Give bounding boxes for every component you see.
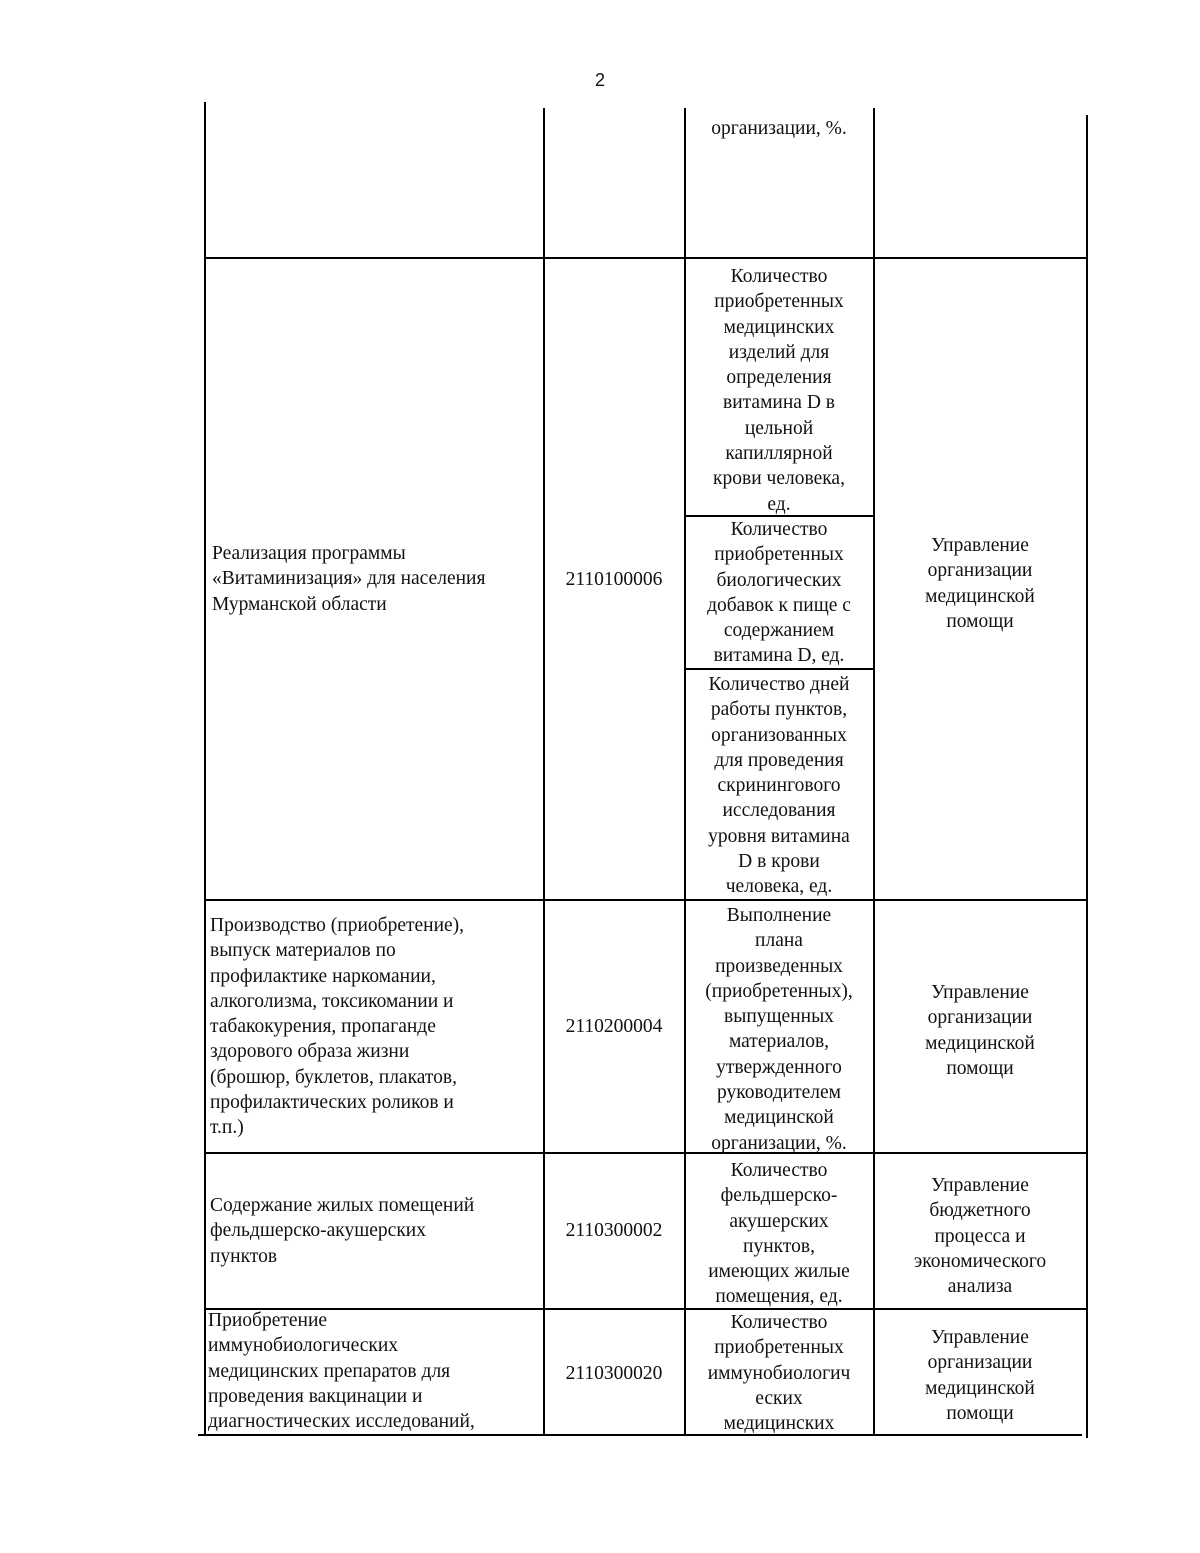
row-1-indicator-3 bbox=[686, 672, 872, 900]
text-line: Управление bbox=[931, 1175, 1029, 1196]
text-line: Количество дней bbox=[708, 674, 850, 695]
text-line: Количество bbox=[730, 1312, 828, 1333]
code-value: 2110200004 bbox=[565, 1016, 663, 1037]
text-line: капиллярной bbox=[725, 443, 833, 465]
text-line: Количество bbox=[730, 1160, 828, 1181]
text-line: Мурманской области bbox=[212, 593, 387, 615]
text-line: медицинской bbox=[925, 1377, 1035, 1399]
text-line: биологических bbox=[716, 569, 842, 591]
row-1-activity bbox=[212, 541, 540, 617]
row-2-code bbox=[545, 1014, 683, 1039]
row-4-code bbox=[545, 1361, 683, 1386]
text-line: пунктов bbox=[210, 1245, 278, 1267]
text-line: Реализация программы bbox=[212, 543, 406, 564]
text-line: Приобретение bbox=[208, 1310, 328, 1331]
text-line: медицинской bbox=[724, 1107, 834, 1129]
col-line-left bbox=[204, 102, 206, 1436]
text-line: фельдшерско- bbox=[720, 1185, 838, 1207]
text-line: крови человека, bbox=[713, 468, 845, 490]
text-line: т.п.) bbox=[210, 1117, 244, 1139]
code-value: 2110100006 bbox=[565, 569, 663, 590]
row-1-indicator-2 bbox=[686, 517, 872, 669]
text-line: профилактике наркомании, bbox=[210, 965, 436, 987]
row-1-code bbox=[545, 567, 683, 592]
text-line: выпуск материалов по bbox=[210, 940, 396, 962]
text-line: Управление bbox=[931, 1327, 1029, 1348]
text-line: пунктов, bbox=[743, 1235, 815, 1257]
row-3-indicator bbox=[686, 1158, 872, 1310]
text-line: Управление bbox=[931, 535, 1029, 556]
page-number: 2 bbox=[594, 70, 605, 90]
text-line: для проведения bbox=[714, 749, 844, 771]
text-line: здорового образа жизни bbox=[210, 1041, 410, 1063]
text-line: материалов, bbox=[728, 1031, 830, 1053]
text-line: добавок к пище с bbox=[707, 594, 851, 616]
row-4-responsible bbox=[875, 1325, 1085, 1426]
row-border-2 bbox=[204, 899, 1087, 901]
text-line: витамина D, ед. bbox=[713, 645, 845, 667]
text-line: изделий для bbox=[728, 341, 830, 363]
code-value: 2110300002 bbox=[565, 1220, 663, 1241]
text-line: помощи bbox=[946, 1402, 1014, 1424]
row-4-activity bbox=[208, 1308, 540, 1434]
text-line: профилактических роликов и bbox=[210, 1092, 454, 1114]
text-line: медицинской bbox=[925, 1032, 1035, 1054]
text-line: приобретенных bbox=[714, 544, 844, 566]
text-line: фельдшерско-акушерских bbox=[210, 1220, 426, 1242]
text-line: процесса и bbox=[934, 1225, 1026, 1247]
text-line: исследования bbox=[722, 800, 836, 822]
text-line: иммунобиологич bbox=[707, 1362, 851, 1384]
row-3-responsible bbox=[875, 1173, 1085, 1299]
text-line: организации bbox=[927, 1352, 1033, 1374]
code-value: 2110300020 bbox=[565, 1363, 663, 1384]
text-line: Количество bbox=[730, 519, 828, 540]
text-line: (брошюр, буклетов, плакатов, bbox=[210, 1066, 458, 1088]
text-line: ед. bbox=[767, 493, 791, 515]
col-line-right bbox=[1086, 115, 1088, 1438]
text-line: анализа bbox=[947, 1276, 1013, 1298]
row-2-indicator bbox=[686, 903, 872, 1156]
text-line: организации, %. bbox=[711, 1132, 847, 1154]
row-3-code bbox=[545, 1218, 683, 1243]
text-line: иммунобиологических bbox=[208, 1335, 399, 1357]
text-line: проведения вакцинации и bbox=[208, 1385, 423, 1407]
text-line: Производство (приобретение), bbox=[210, 915, 465, 936]
text-line: произведенных bbox=[715, 955, 843, 977]
text-line: приобретенных bbox=[714, 291, 844, 313]
row-1-indicator-1 bbox=[686, 264, 872, 517]
text-line: помощи bbox=[946, 1057, 1014, 1079]
text-line: цельной bbox=[744, 417, 814, 439]
row-4-indicator bbox=[686, 1310, 872, 1436]
text-line: Количество bbox=[730, 266, 828, 287]
text-line: организации, %. bbox=[711, 118, 847, 139]
text-line: медицинских bbox=[723, 316, 835, 338]
text-line: руководителем bbox=[717, 1082, 841, 1104]
text-line: имеющих жилые bbox=[708, 1261, 850, 1283]
text-line: Управление bbox=[931, 982, 1029, 1003]
text-line: помощи bbox=[946, 610, 1014, 632]
row-2-activity bbox=[210, 913, 540, 1141]
text-line: организованных bbox=[711, 724, 847, 746]
text-line: организации bbox=[927, 1007, 1033, 1029]
row-3-activity bbox=[210, 1193, 540, 1269]
text-line: Содержание жилых помещений bbox=[210, 1195, 475, 1216]
text-line: медицинской bbox=[925, 585, 1035, 607]
text-line: работы пунктов, bbox=[710, 699, 848, 721]
row-border-1 bbox=[204, 257, 1087, 259]
text-line: определения bbox=[726, 367, 832, 389]
text-line: экономического bbox=[913, 1250, 1047, 1272]
text-line: скринингового bbox=[717, 775, 841, 797]
text-line: медицинских препаратов для bbox=[208, 1360, 451, 1382]
text-line: плана bbox=[755, 930, 803, 952]
text-line: табакокурения, пропаганде bbox=[210, 1016, 436, 1038]
text-line: «Витаминизация» для населения bbox=[212, 568, 486, 590]
text-line: (приобретенных), bbox=[705, 980, 853, 1002]
text-line: диагностических исследований, bbox=[208, 1411, 475, 1433]
row-0-indicator bbox=[686, 116, 872, 141]
text-line: человека, ед. bbox=[725, 876, 833, 898]
text-line: акушерских bbox=[729, 1210, 829, 1232]
row-border-3 bbox=[204, 1152, 1087, 1154]
row-2-responsible bbox=[875, 980, 1085, 1081]
text-line: содержанием bbox=[723, 620, 835, 642]
text-line: Выполнение bbox=[726, 905, 832, 926]
text-line: еских bbox=[755, 1387, 803, 1409]
text-line: помещения, ед. bbox=[715, 1286, 843, 1308]
text-line: бюджетного bbox=[929, 1200, 1031, 1222]
text-line: утвержденного bbox=[716, 1056, 842, 1078]
text-line: алкоголизма, токсикомании и bbox=[210, 990, 454, 1012]
text-line: уровня витамина bbox=[708, 825, 850, 847]
text-line: D в крови bbox=[738, 851, 820, 873]
text-line: организации bbox=[927, 560, 1033, 582]
text-line: медицинских bbox=[723, 1413, 835, 1435]
text-line: выпущенных bbox=[724, 1006, 834, 1028]
text-line: витамина D в bbox=[723, 392, 835, 414]
text-line: приобретенных bbox=[714, 1337, 844, 1359]
row-1-responsible bbox=[875, 533, 1085, 634]
